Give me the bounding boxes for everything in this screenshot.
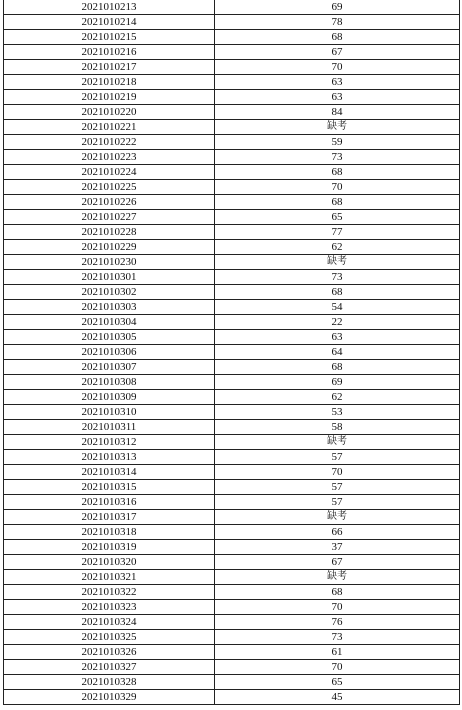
table-row — [4, 210, 460, 225]
score-cell: 57 — [215, 450, 460, 465]
exam-id-cell: 2021010328 — [4, 675, 215, 690]
exam-id-cell: 2021010227 — [4, 210, 215, 225]
table-row — [4, 345, 460, 360]
score-cell: 缺考 — [215, 435, 460, 450]
exam-id-cell: 2021010315 — [4, 480, 215, 495]
exam-id-cell: 2021010306 — [4, 345, 215, 360]
exam-id-cell: 2021010329 — [4, 690, 215, 705]
score-cell: 68 — [215, 165, 460, 180]
exam-id-cell: 2021010316 — [4, 495, 215, 510]
exam-id-cell: 2021010215 — [4, 30, 215, 45]
score-cell: 缺考 — [215, 570, 460, 585]
exam-id-cell: 2021010302 — [4, 285, 215, 300]
table-row — [4, 675, 460, 690]
score-cell: 77 — [215, 225, 460, 240]
score-cell: 58 — [215, 420, 460, 435]
table-row — [4, 240, 460, 255]
score-cell: 64 — [215, 345, 460, 360]
score-cell: 37 — [215, 540, 460, 555]
score-cell: 69 — [215, 0, 460, 15]
table-row — [4, 135, 460, 150]
exam-id-cell: 2021010308 — [4, 375, 215, 390]
table-row — [4, 255, 460, 270]
score-cell: 62 — [215, 240, 460, 255]
score-cell: 22 — [215, 315, 460, 330]
table-row — [4, 105, 460, 120]
table-row — [4, 0, 460, 15]
exam-id-cell: 2021010318 — [4, 525, 215, 540]
table-row — [4, 120, 460, 135]
table-row — [4, 450, 460, 465]
score-cell: 67 — [215, 555, 460, 570]
table-row — [4, 30, 460, 45]
table-row — [4, 555, 460, 570]
score-cell: 69 — [215, 375, 460, 390]
score-cell: 59 — [215, 135, 460, 150]
score-cell: 45 — [215, 690, 460, 705]
exam-id-cell: 2021010321 — [4, 570, 215, 585]
exam-id-cell: 2021010225 — [4, 180, 215, 195]
table-row — [4, 540, 460, 555]
table-row — [4, 165, 460, 180]
exam-id-cell: 2021010311 — [4, 420, 215, 435]
exam-id-cell: 2021010228 — [4, 225, 215, 240]
score-cell: 73 — [215, 150, 460, 165]
score-cell: 65 — [215, 210, 460, 225]
exam-id-cell: 2021010221 — [4, 120, 215, 135]
table-row — [4, 465, 460, 480]
table-row — [4, 60, 460, 75]
exam-id-cell: 2021010226 — [4, 195, 215, 210]
score-cell: 73 — [215, 630, 460, 645]
table-row — [4, 405, 460, 420]
score-cell: 68 — [215, 195, 460, 210]
score-cell: 57 — [215, 480, 460, 495]
exam-id-cell: 2021010317 — [4, 510, 215, 525]
table-row — [4, 330, 460, 345]
exam-id-cell: 2021010322 — [4, 585, 215, 600]
score-cell: 67 — [215, 45, 460, 60]
score-cell: 66 — [215, 525, 460, 540]
score-cell: 缺考 — [215, 120, 460, 135]
table-row — [4, 270, 460, 285]
table-row — [4, 435, 460, 450]
table-row — [4, 510, 460, 525]
exam-id-cell: 2021010230 — [4, 255, 215, 270]
score-cell: 63 — [215, 75, 460, 90]
table-row — [4, 285, 460, 300]
score-cell: 68 — [215, 30, 460, 45]
exam-id-cell: 2021010214 — [4, 15, 215, 30]
exam-id-cell: 2021010307 — [4, 360, 215, 375]
score-cell: 70 — [215, 60, 460, 75]
exam-id-cell: 2021010313 — [4, 450, 215, 465]
exam-id-cell: 2021010304 — [4, 315, 215, 330]
table-row — [4, 480, 460, 495]
exam-id-cell: 2021010310 — [4, 405, 215, 420]
table-row — [4, 600, 460, 615]
score-cell: 53 — [215, 405, 460, 420]
score-table — [3, 0, 460, 705]
score-cell: 61 — [215, 645, 460, 660]
exam-id-cell: 2021010314 — [4, 465, 215, 480]
table-row — [4, 90, 460, 105]
score-cell: 84 — [215, 105, 460, 120]
exam-id-cell: 2021010325 — [4, 630, 215, 645]
table-row — [4, 570, 460, 585]
score-cell: 70 — [215, 465, 460, 480]
exam-id-cell: 2021010303 — [4, 300, 215, 315]
table-row — [4, 525, 460, 540]
score-cell: 70 — [215, 600, 460, 615]
exam-id-cell: 2021010220 — [4, 105, 215, 120]
table-row — [4, 75, 460, 90]
exam-id-cell: 2021010222 — [4, 135, 215, 150]
table-row — [4, 195, 460, 210]
table-row — [4, 390, 460, 405]
score-cell: 缺考 — [215, 255, 460, 270]
table-row — [4, 660, 460, 675]
score-cell: 78 — [215, 15, 460, 30]
exam-id-cell: 2021010229 — [4, 240, 215, 255]
table-row — [4, 150, 460, 165]
exam-id-cell: 2021010326 — [4, 645, 215, 660]
exam-id-cell: 2021010224 — [4, 165, 215, 180]
table-row — [4, 420, 460, 435]
table-row — [4, 645, 460, 660]
score-cell: 68 — [215, 285, 460, 300]
score-cell: 68 — [215, 360, 460, 375]
score-cell: 缺考 — [215, 510, 460, 525]
score-cell: 57 — [215, 495, 460, 510]
exam-id-cell: 2021010301 — [4, 270, 215, 285]
exam-id-cell: 2021010309 — [4, 390, 215, 405]
exam-id-cell: 2021010320 — [4, 555, 215, 570]
exam-id-cell: 2021010219 — [4, 90, 215, 105]
table-row — [4, 225, 460, 240]
table-row — [4, 375, 460, 390]
score-cell: 65 — [215, 675, 460, 690]
score-cell: 70 — [215, 180, 460, 195]
score-table-body — [4, 0, 460, 705]
score-cell: 63 — [215, 90, 460, 105]
exam-id-cell: 2021010223 — [4, 150, 215, 165]
table-row — [4, 615, 460, 630]
score-cell: 63 — [215, 330, 460, 345]
table-row — [4, 15, 460, 30]
exam-id-cell: 2021010217 — [4, 60, 215, 75]
table-row — [4, 630, 460, 645]
exam-id-cell: 2021010213 — [4, 0, 215, 15]
exam-id-cell: 2021010327 — [4, 660, 215, 675]
table-row — [4, 360, 460, 375]
table-row — [4, 495, 460, 510]
exam-id-cell: 2021010216 — [4, 45, 215, 60]
exam-id-cell: 2021010218 — [4, 75, 215, 90]
score-cell: 73 — [215, 270, 460, 285]
exam-id-cell: 2021010319 — [4, 540, 215, 555]
exam-id-cell: 2021010324 — [4, 615, 215, 630]
score-cell: 54 — [215, 300, 460, 315]
exam-id-cell: 2021010323 — [4, 600, 215, 615]
score-cell: 62 — [215, 390, 460, 405]
table-row — [4, 45, 460, 60]
table-row — [4, 585, 460, 600]
table-row — [4, 180, 460, 195]
table-row — [4, 315, 460, 330]
table-row — [4, 690, 460, 705]
score-cell: 76 — [215, 615, 460, 630]
exam-id-cell: 2021010312 — [4, 435, 215, 450]
score-cell: 68 — [215, 585, 460, 600]
score-cell: 70 — [215, 660, 460, 675]
table-row — [4, 300, 460, 315]
exam-id-cell: 2021010305 — [4, 330, 215, 345]
